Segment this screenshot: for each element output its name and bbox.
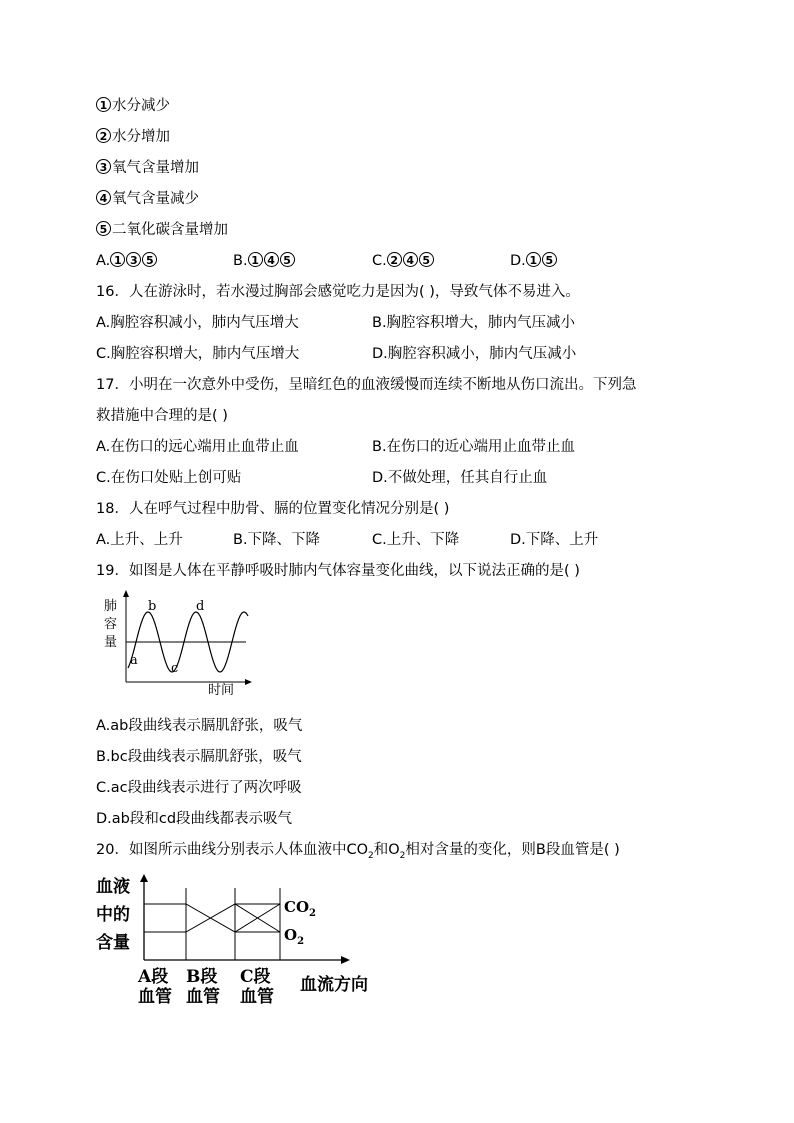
list-item-4 xyxy=(96,189,199,209)
segment-a-line-1: A段 xyxy=(138,967,169,987)
ylabel-char-1: 肺 xyxy=(104,599,118,614)
circled-number: 1 xyxy=(526,252,541,267)
q19-option-b: B.bc段曲线表示膈肌舒张，吸气 xyxy=(96,749,302,765)
list-item-1 xyxy=(96,96,170,116)
q15-option-d xyxy=(510,251,558,271)
list-item-text: 二氧化碳含量增加 xyxy=(112,222,228,238)
ylabel-line-1: 血液 xyxy=(96,877,130,897)
xlabel: 时间 xyxy=(208,683,235,698)
list-item-text: 氧气含量减少 xyxy=(112,191,199,207)
circled-number: 2 xyxy=(387,252,402,267)
stem-part: 相对含量的变化，则B段血管是( ) xyxy=(405,842,620,858)
circled-number: 3 xyxy=(126,252,141,267)
o2-curve-ab xyxy=(144,904,280,932)
point-label-b: b xyxy=(148,599,157,614)
option-label: D. xyxy=(510,253,526,269)
list-item-text: 氧气含量增加 xyxy=(112,160,199,176)
option-label: A. xyxy=(96,253,111,269)
point-label-a: a xyxy=(130,653,138,668)
ylabel-line-3: 含量 xyxy=(96,933,130,953)
q17-stem-line2: 救措施中合理的是( ) xyxy=(96,408,228,424)
list-item-3 xyxy=(96,158,199,178)
q17-stem-line1: 17．小明在一次意外中受伤，呈暗红色的血液缓慢而连续不断地从伤口流出。下列急 xyxy=(96,377,637,393)
segment-b-line-1: B段 xyxy=(186,967,218,987)
q17-option-d: D.不做处理，任其自行止血 xyxy=(372,470,548,486)
point-label-c: c xyxy=(171,661,179,676)
ylabel-char-3: 量 xyxy=(104,635,118,650)
q16-option-c: C.胸腔容积增大，肺内气压增大 xyxy=(96,346,300,362)
list-item-text: 水分增加 xyxy=(112,129,170,145)
circled-number: 5 xyxy=(96,221,111,236)
segment-c-line-2: 血管 xyxy=(240,987,274,1007)
list-item-5 xyxy=(96,220,228,240)
q19-option-a: A.ab段曲线表示膈肌舒张，吸气 xyxy=(96,718,303,734)
circled-number: 4 xyxy=(403,252,418,267)
subscript: 2 xyxy=(368,850,374,861)
blood-gas-figure xyxy=(92,870,392,1010)
stem-part: 20．如图所示曲线分别表示人体血液中CO xyxy=(96,842,368,858)
circled-number: 4 xyxy=(96,190,111,205)
circled-number: 1 xyxy=(248,252,263,267)
y-axis-arrow xyxy=(140,874,148,882)
q18-stem: 18．人在呼气过程中肋骨、膈的位置变化情况分别是( ) xyxy=(96,501,450,517)
q19-option-c: C.ac段曲线表示进行了两次呼吸 xyxy=(96,780,302,796)
segment-c-line-1: C段 xyxy=(240,967,271,987)
q15-option-a xyxy=(96,251,158,271)
co2-label: $CO_2$ xyxy=(284,898,316,919)
stem-part: 和O xyxy=(373,842,400,858)
q17-option-c: C.在伤口处贴上创可贴 xyxy=(96,470,242,486)
y-axis-arrow xyxy=(123,590,129,597)
subscript: 2 xyxy=(399,850,406,861)
xlabel-flow-direction: 血流方向 xyxy=(300,975,368,995)
q17-option-b: B.在伤口的近心端用止血带止血 xyxy=(372,439,576,455)
q16-option-d: D.胸腔容积减小，肺内气压减小 xyxy=(372,346,577,362)
circled-number: 3 xyxy=(96,159,111,174)
circled-number: 1 xyxy=(110,252,125,267)
ylabel-char-2: 容 xyxy=(104,617,118,632)
circled-number: 5 xyxy=(419,252,434,267)
circled-number: 5 xyxy=(542,252,557,267)
q20-stem xyxy=(96,840,620,866)
circled-number: 1 xyxy=(96,97,111,112)
q18-option-a: A.上升、上升 xyxy=(96,532,183,548)
circled-number: 5 xyxy=(280,252,295,267)
ylabel-line-2: 中的 xyxy=(96,905,130,925)
q18-option-b: B.下降、下降 xyxy=(233,532,321,548)
q19-stem: 19．如图是人体在平静呼吸时肺内气体容量变化曲线，以下说法正确的是( ) xyxy=(96,563,580,579)
circled-number: 4 xyxy=(264,252,279,267)
o2-label: $O_2$ xyxy=(284,926,305,947)
point-label-d: d xyxy=(196,599,205,614)
q18-option-c: C.上升、下降 xyxy=(372,532,460,548)
option-label: B. xyxy=(233,253,248,269)
segment-a-line-2: 血管 xyxy=(138,987,172,1007)
circled-number: 2 xyxy=(96,128,111,143)
x-axis-arrow xyxy=(245,679,252,685)
q19-option-d: D.ab段和cd段曲线都表示吸气 xyxy=(96,811,293,827)
q15-option-b xyxy=(233,251,296,271)
list-item-text: 水分减少 xyxy=(112,98,170,114)
option-label: C. xyxy=(372,253,387,269)
x-axis-arrow xyxy=(341,956,350,964)
co2-curve xyxy=(144,904,280,932)
q16-stem: 16．人在游泳时，若水漫过胸部会感觉吃力是因为( )，导致气体不易进入。 xyxy=(96,284,580,300)
lung-volume-curve-figure xyxy=(96,590,266,700)
q16-option-b: B.胸腔容积增大，肺内气压减小 xyxy=(372,315,576,331)
q15-option-c xyxy=(372,251,435,271)
q17-option-a: A.在伤口的远心端用止血带止血 xyxy=(96,439,299,455)
q18-option-d: D.下降、上升 xyxy=(510,532,599,548)
circled-number: 5 xyxy=(142,252,157,267)
list-item-2 xyxy=(96,127,170,147)
q16-option-a: A.胸腔容积减小，肺内气压增大 xyxy=(96,315,299,331)
segment-b-line-2: 血管 xyxy=(186,987,220,1007)
